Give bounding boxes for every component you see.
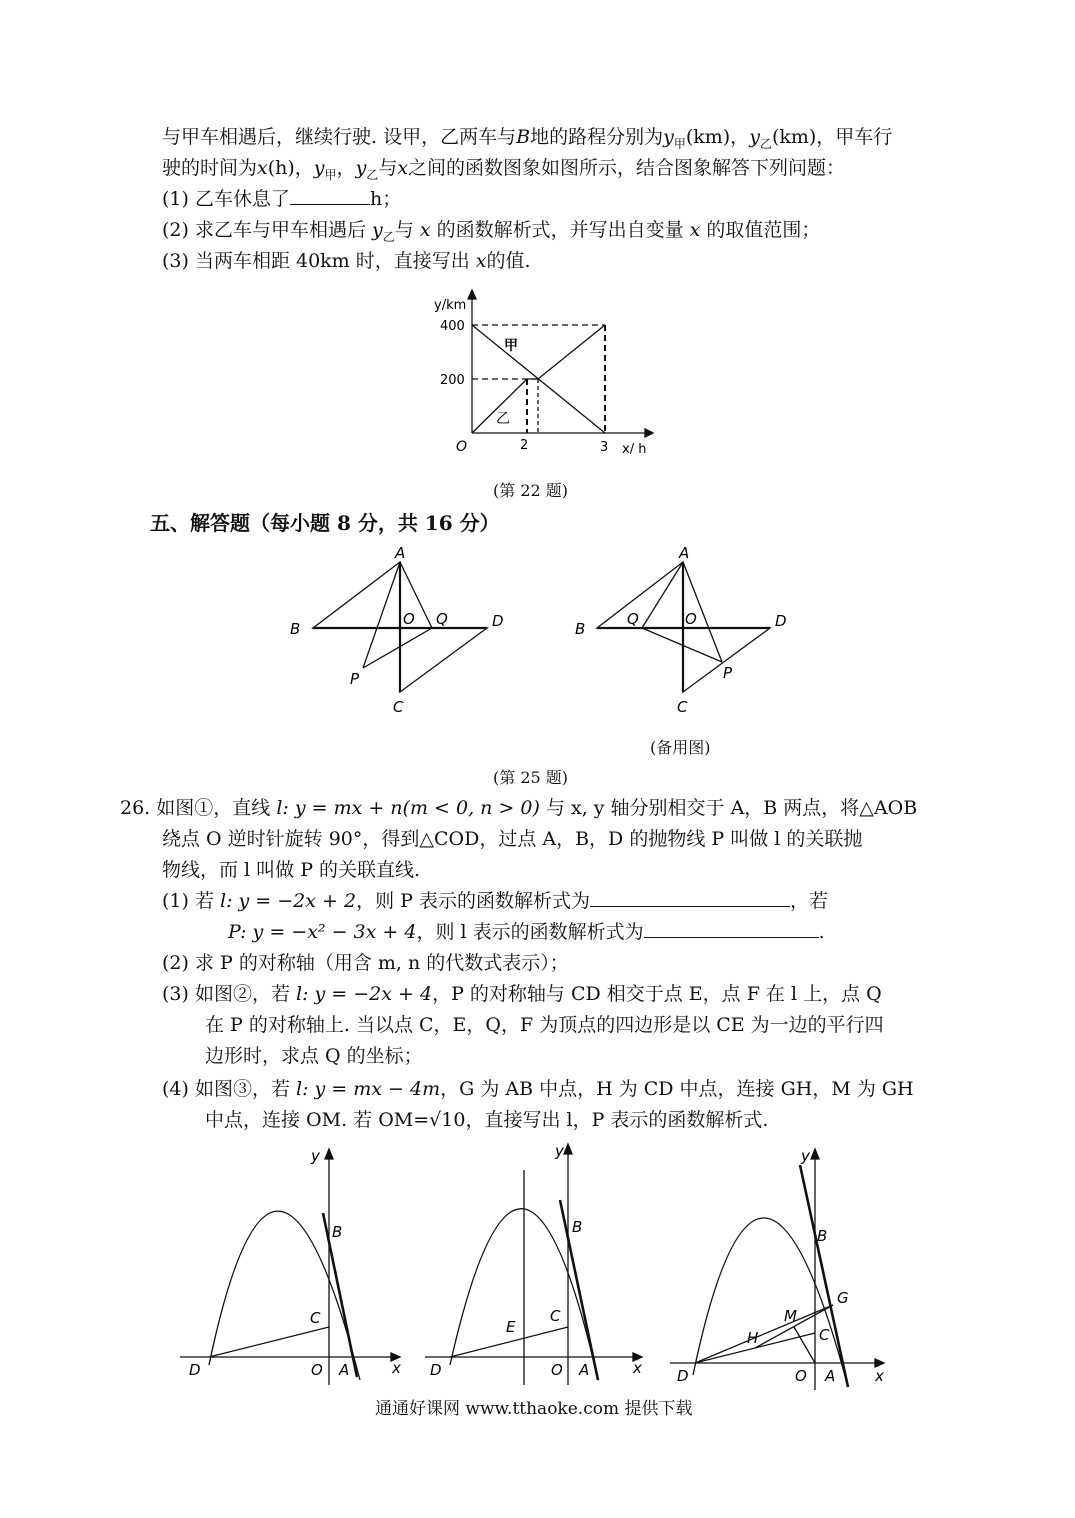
- y-arrow-icon: [325, 1149, 333, 1159]
- label-c: C: [550, 1307, 561, 1325]
- y-tick-200: 200: [440, 373, 465, 388]
- q26-number: 26.: [120, 797, 151, 819]
- q26-part3-line1: (3) 如图②，若 l: y = −2x + 4，P 的对称轴与 CD 相交于点 E，点 F 在 l 上，点 Q: [162, 983, 882, 1005]
- label-g: G: [837, 1289, 849, 1307]
- seg-dc: [209, 1327, 329, 1357]
- y-arrow-icon: [564, 1144, 572, 1154]
- label-d: D: [430, 1361, 442, 1379]
- label-c: C: [677, 698, 688, 716]
- q25-backup-caption: (备用图): [650, 738, 711, 757]
- q26-part4-line2: 中点，连接 OM. 若 OM=√10，直接写出 l，P 表示的函数解析式.: [205, 1109, 769, 1131]
- label-a: A: [339, 1361, 350, 1379]
- seg-ap: [363, 562, 400, 668]
- seg-pq: [363, 628, 432, 668]
- label-o: O: [311, 1361, 323, 1379]
- label-c: C: [393, 698, 404, 716]
- seg-aq: [642, 562, 683, 628]
- q22-intro-line2: 驶的时间为x(h)，$y_甲$，$y_乙$与x之间的函数图象如图所示，结合图象解答下列问题：: [162, 157, 846, 182]
- q25-caption: (第 25 题): [493, 768, 569, 787]
- y-arrow-icon: [811, 1149, 819, 1159]
- label-yi: 乙: [496, 411, 510, 427]
- origin-label: O: [456, 439, 468, 455]
- x-arrow-icon: [875, 1359, 884, 1367]
- answer-blank[interactable]: [290, 186, 370, 205]
- q22-graph: [420, 285, 660, 465]
- label-q: Q: [627, 610, 639, 628]
- label-o: O: [403, 610, 415, 628]
- q22-part1: (1) 乙车休息了 h；: [162, 188, 402, 210]
- label-b: B: [572, 1218, 583, 1236]
- q26-line1: 26. 如图①，直线 l: y = mx + n(m < 0, n > 0) 与 x, y 轴分别相交于 A，B 两点，将△AOB: [120, 797, 918, 819]
- label-o: O: [685, 610, 697, 628]
- x-axis-label: x/ h: [622, 442, 647, 457]
- q26-part3-line3: 边形时，求点 Q 的坐标；: [205, 1045, 423, 1067]
- line-l: [800, 1165, 848, 1387]
- label-q: Q: [436, 610, 448, 628]
- x-tick-3: 3: [600, 440, 609, 455]
- q26-line2: 绕点 O 逆时针旋转 90°，得到△COD，过点 A，B，D 的抛物线 P 叫做 l 的关联抛: [162, 828, 863, 850]
- seg-om: [794, 1327, 815, 1363]
- label-d: D: [492, 612, 504, 630]
- label-b: B: [575, 620, 586, 638]
- q26-part4-line1: (4) 如图③，若 l: y = mx − 4m，G 为 AB 中点，H 为 CD 中点，连接 GH，M 为 GH: [162, 1078, 914, 1100]
- label-d: D: [677, 1367, 689, 1385]
- q22-caption: (第 22 题): [493, 481, 569, 500]
- q25-figure-1: [280, 540, 520, 720]
- label-a: A: [395, 544, 406, 562]
- label-x: x: [875, 1367, 884, 1385]
- q22-part2: (2) 求乙车与甲车相遇后 $y_乙$与 x 的函数解析式，并写出自变量 x 的取值范围；: [162, 219, 821, 244]
- label-a: A: [679, 544, 690, 562]
- q26-figure-1: [175, 1145, 410, 1390]
- label-p: P: [350, 670, 360, 688]
- label-jia: 甲: [504, 338, 518, 354]
- q26-part3-line2: 在 P 的对称轴上. 当以点 C，E，Q，F 为顶点的四边形是以 CE 为一边的平行四: [205, 1014, 884, 1036]
- label-m: M: [784, 1307, 797, 1325]
- label-x: x: [392, 1359, 401, 1377]
- q25-figure-2: [565, 540, 805, 720]
- q26-part2: (2) 求 P 的对称轴（用含 m, n 的代数式表示）；: [162, 952, 569, 974]
- label-x: x: [633, 1359, 642, 1377]
- q22-intro-line1: 与甲车相遇后，继续行驶. 设甲，乙两车与B地的路程分别为$y_甲(km)$，$y_乙(km)$，甲车行: [162, 126, 893, 151]
- label-o: O: [551, 1361, 563, 1379]
- q26-figure-2: [420, 1140, 655, 1390]
- x-tick-2: 2: [520, 438, 529, 453]
- q26-figure-3: [665, 1145, 900, 1390]
- label-y: y: [555, 1142, 564, 1160]
- label-o: O: [795, 1367, 807, 1385]
- label-b: B: [290, 620, 301, 638]
- label-a: A: [825, 1367, 836, 1385]
- label-p: P: [723, 664, 733, 682]
- label-c: C: [310, 1309, 321, 1327]
- q22-part3: (3) 当两车相距 40km 时，直接写出 x的值.: [162, 250, 531, 272]
- label-y: y: [801, 1147, 810, 1165]
- label-y: y: [311, 1147, 320, 1165]
- label-e: E: [506, 1318, 516, 1336]
- label-d: D: [189, 1361, 201, 1379]
- answer-blank-p[interactable]: [590, 888, 790, 907]
- x-arrow-icon: [645, 429, 653, 437]
- y-axis-label: y/km: [434, 298, 467, 313]
- section5-heading: 五、解答题（每小题 8 分，共 16 分）: [150, 511, 500, 535]
- label-d: D: [775, 612, 787, 630]
- y-tick-400: 400: [440, 319, 465, 334]
- answer-blank-l[interactable]: [644, 919, 819, 938]
- label-a: A: [579, 1361, 590, 1379]
- label-c: C: [819, 1326, 830, 1344]
- footer-text: 通通好课网 www.tthaoke.com 提供下载: [375, 1399, 693, 1419]
- label-b: B: [817, 1227, 828, 1245]
- q26-line3: 物线，而 l 叫做 P 的关联直线.: [162, 859, 421, 881]
- y-arrow-icon: [468, 290, 476, 299]
- label-b: B: [332, 1223, 343, 1241]
- q26-part1-line2: P: y = −x² − 3x + 4，则 l 表示的函数解析式为 .: [228, 921, 825, 943]
- label-h: H: [747, 1329, 759, 1347]
- q26-part1-line1: (1) 若 l: y = −2x + 2，则 P 表示的函数解析式为 ，若: [162, 890, 828, 912]
